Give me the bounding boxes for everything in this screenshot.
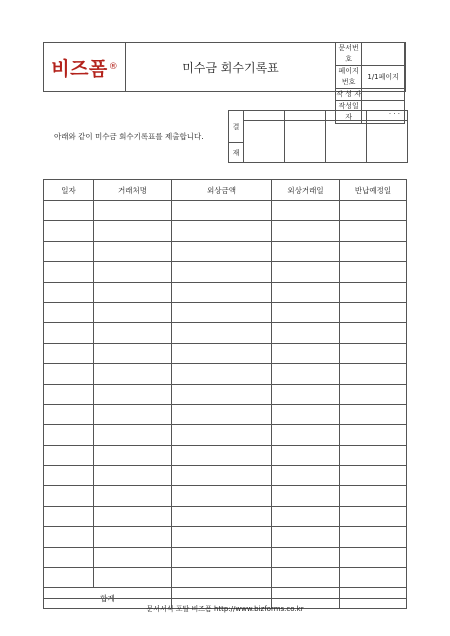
table-row [44, 241, 407, 261]
table-cell[interactable] [340, 384, 407, 404]
approval-sign-cell[interactable] [326, 121, 367, 163]
meta-row-page-number [336, 66, 405, 89]
table-cell[interactable] [44, 262, 94, 282]
table-cell[interactable] [172, 547, 272, 567]
table-cell[interactable] [44, 527, 94, 547]
table-row [44, 506, 407, 526]
table-cell[interactable] [340, 486, 407, 506]
table-row [44, 343, 407, 363]
table-cell[interactable] [272, 384, 340, 404]
table-cell[interactable] [172, 282, 272, 302]
table-cell[interactable] [94, 384, 172, 404]
table-cell[interactable] [44, 221, 94, 241]
table-cell[interactable] [44, 425, 94, 445]
logo [44, 43, 126, 91]
column-header-credit-date: 외상거래일 [272, 180, 340, 201]
approval-title-cell[interactable] [367, 111, 408, 121]
table-cell[interactable] [340, 547, 407, 567]
registered-mark: ® [108, 62, 118, 72]
table-cell[interactable] [340, 466, 407, 486]
table-cell[interactable] [340, 568, 407, 588]
table-cell[interactable] [272, 364, 340, 384]
table-cell[interactable] [172, 506, 272, 526]
table-cell[interactable] [272, 262, 340, 282]
table-cell[interactable] [172, 384, 272, 404]
table-cell[interactable] [272, 343, 340, 363]
table-body [44, 201, 407, 609]
table-row [44, 425, 407, 445]
table-cell[interactable] [340, 404, 407, 424]
column-header-date: 일자 [44, 180, 94, 201]
approval-sign-cell[interactable] [244, 121, 285, 163]
table-cell[interactable] [172, 568, 272, 588]
table-cell[interactable] [340, 282, 407, 302]
table-cell[interactable] [44, 364, 94, 384]
table-cell[interactable] [172, 343, 272, 363]
table-cell[interactable] [340, 343, 407, 363]
table-row [44, 404, 407, 424]
table-cell[interactable] [272, 506, 340, 526]
table-row [44, 201, 407, 221]
table-cell[interactable] [44, 486, 94, 506]
table-cell[interactable] [340, 323, 407, 343]
approval-label-top: 결 [229, 111, 244, 143]
meta-value-page-number[interactable]: 1/1페이지 [362, 66, 405, 89]
table-row [44, 445, 407, 465]
approval-header-row [229, 111, 408, 121]
table-cell[interactable] [94, 547, 172, 567]
table-cell[interactable] [94, 527, 172, 547]
meta-label: 작성일자 [336, 101, 362, 124]
table-cell[interactable] [272, 404, 340, 424]
table-cell[interactable] [340, 302, 407, 322]
table-cell[interactable] [94, 282, 172, 302]
table-cell[interactable] [340, 262, 407, 282]
table-cell[interactable] [172, 364, 272, 384]
table-cell[interactable] [340, 425, 407, 445]
table-cell[interactable] [172, 302, 272, 322]
table-cell[interactable] [44, 384, 94, 404]
table-cell[interactable] [94, 404, 172, 424]
table-cell[interactable] [340, 221, 407, 241]
table-row [44, 262, 407, 282]
table-cell[interactable] [94, 466, 172, 486]
table-row [44, 486, 407, 506]
table-cell[interactable] [272, 282, 340, 302]
table-cell[interactable] [172, 201, 272, 221]
table-row [44, 364, 407, 384]
approval-sign-cell[interactable] [285, 121, 326, 163]
table-cell[interactable] [172, 262, 272, 282]
meta-value-doc-number[interactable] [362, 43, 405, 66]
document-title: 미수금 회수기록표 [182, 60, 279, 75]
table-cell[interactable] [172, 445, 272, 465]
table-row [44, 282, 407, 302]
table-cell[interactable] [94, 323, 172, 343]
table-cell[interactable] [94, 241, 172, 261]
column-header-due-date: 반납예정일 [340, 180, 407, 201]
table-cell[interactable] [94, 364, 172, 384]
table-cell[interactable] [340, 201, 407, 221]
table-cell[interactable] [44, 282, 94, 302]
table-cell[interactable] [272, 323, 340, 343]
table-row [44, 323, 407, 343]
table-cell[interactable] [94, 425, 172, 445]
table-cell[interactable] [272, 527, 340, 547]
approval-label-bottom: 재 [229, 143, 244, 163]
table-cell[interactable] [44, 241, 94, 261]
table-cell[interactable] [172, 425, 272, 445]
approval-title-cell[interactable] [285, 111, 326, 121]
table-cell[interactable] [272, 201, 340, 221]
table-cell[interactable] [272, 568, 340, 588]
table-row [44, 302, 407, 322]
table-cell[interactable] [94, 568, 172, 588]
table-cell[interactable] [94, 445, 172, 465]
table-cell[interactable] [94, 221, 172, 241]
table-cell[interactable] [172, 221, 272, 241]
meta-value-author[interactable] [362, 89, 405, 101]
approval-box [228, 110, 408, 163]
meta-label: 작 성 자 [336, 89, 362, 101]
table-cell[interactable] [272, 241, 340, 261]
table-cell[interactable] [44, 445, 94, 465]
table-cell[interactable] [44, 302, 94, 322]
document-header [43, 42, 406, 121]
meta-value-date[interactable]: . . . [362, 101, 405, 124]
table-cell[interactable] [94, 506, 172, 526]
table-cell[interactable] [44, 201, 94, 221]
table-cell[interactable] [44, 466, 94, 486]
table-cell[interactable] [172, 466, 272, 486]
meta-label: 문서번호 [336, 43, 362, 66]
table-cell[interactable] [94, 201, 172, 221]
table-cell[interactable] [172, 241, 272, 261]
meta-label: 페이지번호 [336, 66, 362, 89]
table-row [44, 547, 407, 567]
table-cell[interactable] [172, 404, 272, 424]
table-cell[interactable] [44, 506, 94, 526]
table-cell[interactable] [272, 466, 340, 486]
table-cell[interactable] [172, 527, 272, 547]
table-cell[interactable] [44, 547, 94, 567]
table-cell[interactable] [44, 404, 94, 424]
table-row [44, 568, 407, 588]
column-header-client: 거래처명 [94, 180, 172, 201]
logo-text: 비즈폼 [51, 57, 108, 80]
table-cell[interactable] [94, 343, 172, 363]
table-cell[interactable] [94, 486, 172, 506]
total-label: 합계 [44, 588, 172, 608]
table-cell[interactable] [172, 486, 272, 506]
table-cell[interactable] [340, 506, 407, 526]
table-cell[interactable] [94, 302, 172, 322]
table-cell[interactable] [44, 323, 94, 343]
table-cell[interactable] [340, 445, 407, 465]
table-cell[interactable] [44, 343, 94, 363]
table-cell[interactable] [172, 323, 272, 343]
table-cell[interactable] [94, 262, 172, 282]
table-header-row [44, 180, 407, 201]
table-cell[interactable] [340, 364, 407, 384]
intro-text: 아래와 같이 미수금 회수기록표를 제출합니다. [54, 132, 204, 141]
table-cell[interactable] [272, 445, 340, 465]
table-cell[interactable] [272, 221, 340, 241]
table-cell[interactable] [340, 527, 407, 547]
approval-title-cell[interactable] [326, 111, 367, 121]
table-row [44, 221, 407, 241]
table-cell[interactable] [44, 568, 94, 588]
footer-text: 문서서식 포탈 비즈폼 http://www.bizforms.co.kr [146, 605, 304, 613]
approval-sign-row [229, 121, 408, 143]
footer-divider [43, 598, 406, 599]
table-row [44, 527, 407, 547]
table-cell[interactable] [340, 241, 407, 261]
table-cell[interactable] [272, 486, 340, 506]
table-cell[interactable] [272, 302, 340, 322]
table-cell[interactable] [272, 547, 340, 567]
approval-sign-cell[interactable] [367, 121, 408, 163]
column-header-credit-amount: 외상금액 [172, 180, 272, 201]
meta-row-author [336, 89, 405, 101]
table-cell[interactable] [272, 425, 340, 445]
receivables-table [43, 179, 407, 609]
table-row [44, 466, 407, 486]
meta-row-doc-number [336, 43, 405, 66]
approval-title-cell[interactable] [244, 111, 285, 121]
table-row [44, 384, 407, 404]
